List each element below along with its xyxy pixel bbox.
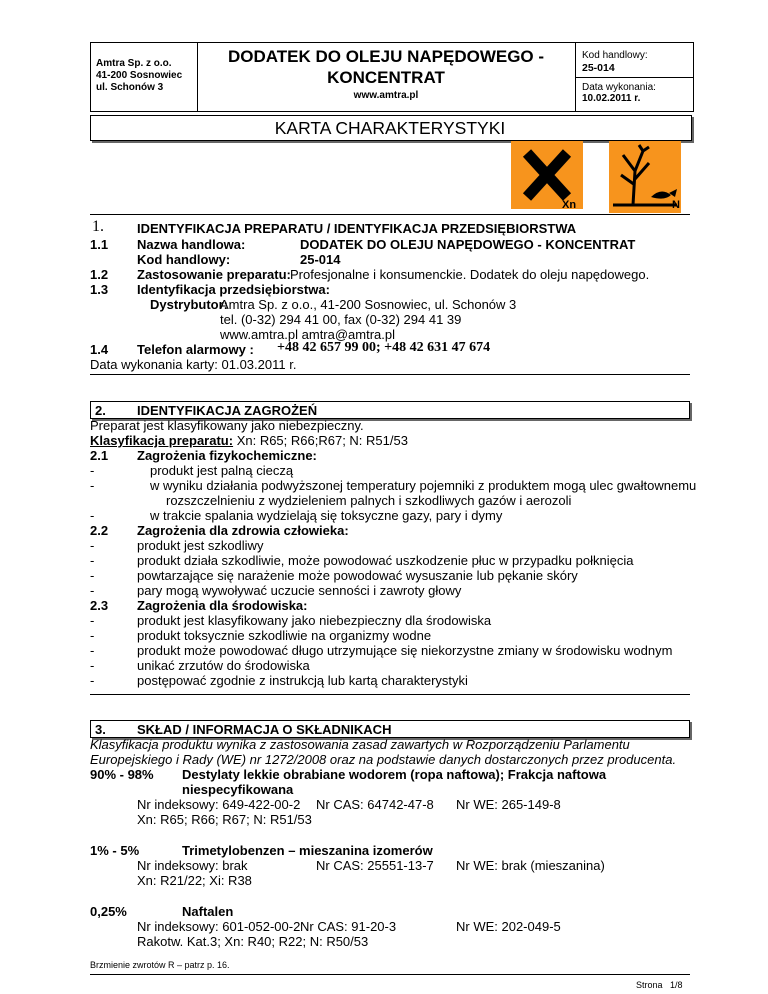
c1-classification: Xn: R65; R66; R67; N: R51/53 — [137, 812, 312, 827]
section2-rule-bottom — [90, 694, 690, 695]
card-date: Data wykonania karty: 01.03.2011 r. — [90, 357, 297, 372]
distributor-web-email[interactable]: www.amtra.pl amtra@amtra.pl — [220, 327, 396, 342]
list-dash: - — [90, 613, 95, 628]
list-dash: - — [90, 538, 95, 553]
section1-rule-top — [90, 214, 690, 215]
list-dash: - — [90, 628, 95, 643]
date-label: Data wykonania: — [582, 82, 656, 93]
list-item: produkt jest klasyfikowany jako niebezpieczny dla środowiska — [137, 613, 492, 628]
xn-label: Xn — [562, 199, 577, 211]
list-dash: - — [90, 673, 95, 688]
code-value: 25-014 — [582, 62, 615, 74]
s14-value: +48 42 657 99 00; +48 42 631 47 674 — [277, 340, 491, 355]
c1-name-line2: niespecyfikowana — [182, 782, 294, 797]
s12-label: Zastosowanie preparatu: — [137, 267, 291, 282]
list-item: produkt działa szkodliwie, może powodować uszkodzenie płuc w przypadku połknięcia — [137, 553, 634, 568]
footnote: Brzmienie zwrotów R – patrz p. 16. — [90, 960, 230, 970]
classification — [90, 433, 408, 449]
list-item-continuation: rozszczelnieniu z wydzieleniem palnych i szkodliwych gazów i aerozoli — [166, 493, 572, 508]
s1-code-label: Kod handlowy: — [137, 252, 231, 267]
c1-index: Nr indeksowy: 649-422-00-2 — [137, 797, 301, 812]
section1-number: 1. — [92, 218, 104, 235]
list-dash: - — [90, 568, 95, 583]
section3-intro-line1: Klasyfikacja produktu wynika z zastosowania zasad zawartych w Rozporządzeniu Parlamentu — [90, 737, 630, 752]
s11-label: Nazwa handlowa: — [137, 237, 246, 252]
section3-title: SKŁAD / INFORMACJA O SKŁADNIKACH — [137, 722, 392, 737]
list-item: postępować zgodnie z instrukcją lub kartą charakterystyki — [137, 673, 468, 688]
s11-num: 1.1 — [90, 237, 109, 252]
s14-label: Telefon alarmowy : — [137, 342, 254, 357]
s1-code-value: 25-014 — [300, 252, 341, 267]
list-item: w wyniku działania podwyższonej temperatury pojemniki z produktem mogą ulec gwałtownemu — [150, 478, 697, 493]
header-website[interactable]: www.amtra.pl — [353, 90, 419, 101]
s13-label: Identyfikacja przedsiębiorstwa: — [137, 282, 330, 297]
list-item: w trakcie spalania wydzielają się toksyczne gazy, pary i dymy — [150, 508, 503, 523]
section3-number: 3. — [95, 722, 106, 737]
company-street: ul. Schonów 3 — [96, 82, 164, 93]
list-item: produkt jest szkodliwy — [137, 538, 264, 553]
code-label: Kod handlowy: — [582, 50, 648, 61]
list-dash: - — [90, 478, 95, 493]
list-dash: - — [90, 643, 95, 658]
list-item: produkt jest palną cieczą — [150, 463, 294, 478]
product-title — [197, 46, 575, 88]
list-item: powtarzające się narażenie może powodować wysuszanie lub pękanie skóry — [137, 568, 578, 583]
footer-rule — [90, 974, 690, 975]
c3-percentage: 0,25% — [90, 904, 127, 919]
c2-name: Trimetylobenzen – mieszanina izomerów — [182, 843, 433, 858]
section1-rule-bottom — [90, 374, 690, 375]
list-dash: - — [90, 583, 95, 598]
c2-index: Nr indeksowy: brak — [137, 858, 248, 873]
list-dash: - — [90, 658, 95, 673]
c2-cas: Nr CAS: 25551-13-7 — [316, 858, 434, 873]
s12-num: 1.2 — [90, 267, 109, 282]
list-dash: - — [90, 553, 95, 568]
s22-num: 2.2 — [90, 523, 109, 538]
list-item: produkt toksycznie szkodliwie na organizmy wodne — [137, 628, 432, 643]
n-label: N — [672, 199, 680, 211]
s23-label: Zagrożenia dla środowiska: — [137, 598, 308, 613]
distributor-label: Dystrybutor: — [150, 297, 229, 312]
section1-title: IDENTYFIKACJA PREPARATU / IDENTYFIKACJA PRZEDSIĘBIORSTWA — [137, 221, 577, 236]
product-title-line2: KONCENTRAT — [327, 68, 445, 87]
section2-number: 2. — [95, 403, 106, 418]
company-name: Amtra Sp. z o.o. — [96, 58, 172, 69]
s23-num: 2.3 — [90, 598, 109, 613]
list-item: produkt może powodować długo utrzymujące się niekorzystne zmiany w środowisku wodnym — [137, 643, 673, 658]
list-item: pary mogą wywoływać uczucie senności i zawroty głowy — [137, 583, 462, 598]
s12-value: Profesjonalne i konsumenckie. Dodatek do oleju napędowego. — [290, 267, 650, 282]
distributor-phone: tel. (0-32) 294 41 00, fax (0-32) 294 41 39 — [220, 312, 462, 327]
c1-cas: Nr CAS: 64742-47-8 — [316, 797, 434, 812]
page-number: Strona 1/8 — [636, 980, 683, 990]
s21-num: 2.1 — [90, 448, 109, 463]
classification-label: Klasyfikacja preparatu: — [90, 433, 234, 448]
c3-name: Naftalen — [182, 904, 234, 919]
company-city: 41-200 Sosnowiec — [96, 70, 183, 81]
section3-intro-line2: Europejskiego i Rady (WE) nr 1272/2008 oraz na podstawie danych dostarczonych przez producenta. — [90, 752, 677, 767]
c3-index: Nr indeksowy: 601-052-00-2 — [137, 919, 301, 934]
company-address — [96, 58, 182, 94]
date-value: 10.02.2011 r. — [582, 93, 641, 104]
s21-label: Zagrożenia fizykochemiczne: — [137, 448, 317, 463]
s11-value: DODATEK DO OLEJU NAPĘDOWEGO - KONCENTRAT — [300, 237, 636, 252]
s22-label: Zagrożenia dla zdrowia człowieka: — [137, 523, 349, 538]
c3-cas: Nr CAS: 91-20-3 — [300, 919, 397, 934]
c1-we: Nr WE: 265-149-8 — [456, 797, 561, 812]
c3-we: Nr WE: 202-049-5 — [456, 919, 561, 934]
c2-we: Nr WE: brak (mieszanina) — [456, 858, 605, 873]
c1-percentage: 90% - 98% — [90, 767, 154, 782]
doc-title: KARTA CHARAKTERYSTYKI — [274, 118, 506, 138]
section2-title: IDENTYFIKACJA ZAGROŻEŃ — [137, 403, 318, 418]
list-dash: - — [90, 463, 95, 478]
product-title-line1: DODATEK DO OLEJU NAPĘDOWEGO - — [227, 47, 545, 66]
c1-name-line1: Destylaty lekkie obrabiane wodorem (ropa naftowa); Frakcja naftowa — [182, 767, 607, 782]
list-item: unikać zrzutów do środowiska — [137, 658, 310, 673]
s14-num: 1.4 — [90, 342, 109, 357]
list-dash: - — [90, 508, 95, 523]
environment-n-icon — [609, 141, 681, 213]
c2-percentage: 1% - 5% — [90, 843, 140, 858]
distributor-value: Amtra Sp. z o.o., 41-200 Sosnowiec, ul. Schonów 3 — [220, 297, 517, 312]
s13-num: 1.3 — [90, 282, 109, 297]
classification-value: Xn: R65; R66;R67; N: R51/53 — [233, 433, 408, 448]
c3-classification: Rakotw. Kat.3; Xn: R40; R22; N: R50/53 — [137, 934, 369, 949]
c2-classification: Xn: R21/22; Xi: R38 — [137, 873, 252, 888]
section2-intro: Preparat jest klasyfikowany jako niebezpieczny. — [90, 418, 364, 433]
